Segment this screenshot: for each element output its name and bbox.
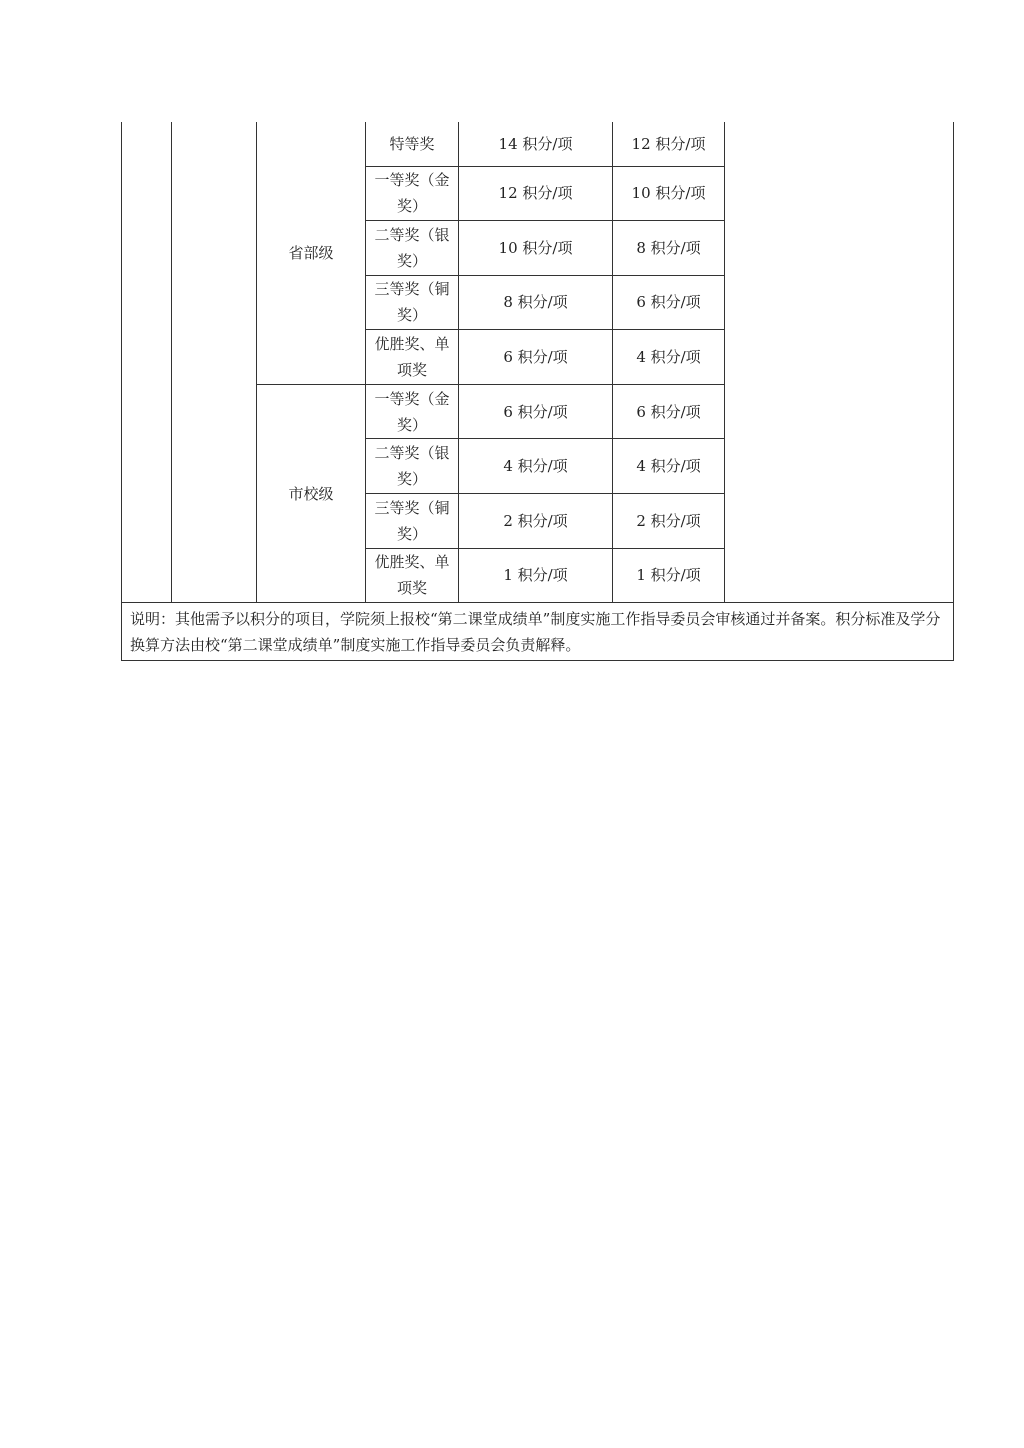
award-cell: 优胜奖、单项奖 [366,548,459,603]
score-b-cell: 8 积分/项 [613,221,725,276]
score-table [121,122,954,661]
score-a-cell: 6 积分/项 [459,384,613,439]
score-b-cell: 6 积分/项 [613,275,725,330]
score-a-cell: 8 积分/项 [459,275,613,330]
award-cell: 三等奖（铜奖） [366,275,459,330]
blank-col-1 [122,122,172,603]
score-a-cell: 14 积分/项 [459,122,613,166]
award-cell: 一等奖（金奖） [366,384,459,439]
score-b-cell: 2 积分/项 [613,494,725,549]
award-cell: 特等奖 [366,122,459,166]
score-a-cell: 1 积分/项 [459,548,613,603]
blank-col-right [725,122,954,603]
table-row [122,122,954,166]
score-a-cell: 10 积分/项 [459,221,613,276]
score-b-cell: 6 积分/项 [613,384,725,439]
score-b-cell: 10 积分/项 [613,166,725,221]
blank-col-2 [172,122,257,603]
level-cell: 省部级 [257,122,366,384]
score-a-cell: 6 积分/项 [459,330,613,385]
award-cell: 二等奖（银奖） [366,221,459,276]
award-cell: 一等奖（金奖） [366,166,459,221]
level-cell: 市校级 [257,384,366,602]
score-b-cell: 12 积分/项 [613,122,725,166]
score-b-cell: 4 积分/项 [613,330,725,385]
score-b-cell: 1 积分/项 [613,548,725,603]
award-cell: 优胜奖、单项奖 [366,330,459,385]
score-a-cell: 4 积分/项 [459,439,613,494]
award-cell: 三等奖（铜奖） [366,494,459,549]
score-b-cell: 4 积分/项 [613,439,725,494]
note-row [122,603,954,661]
award-cell: 二等奖（银奖） [366,439,459,494]
score-a-cell: 2 积分/项 [459,494,613,549]
score-a-cell: 12 积分/项 [459,166,613,221]
note-text: 说明：其他需予以积分的项目，学院须上报校“第二课堂成绩单”制度实施工作指导委员会审核通过并备案。积分标准及学分换算方法由校“第二课堂成绩单”制度实施工作指导委员会负责解释。 [122,603,954,661]
